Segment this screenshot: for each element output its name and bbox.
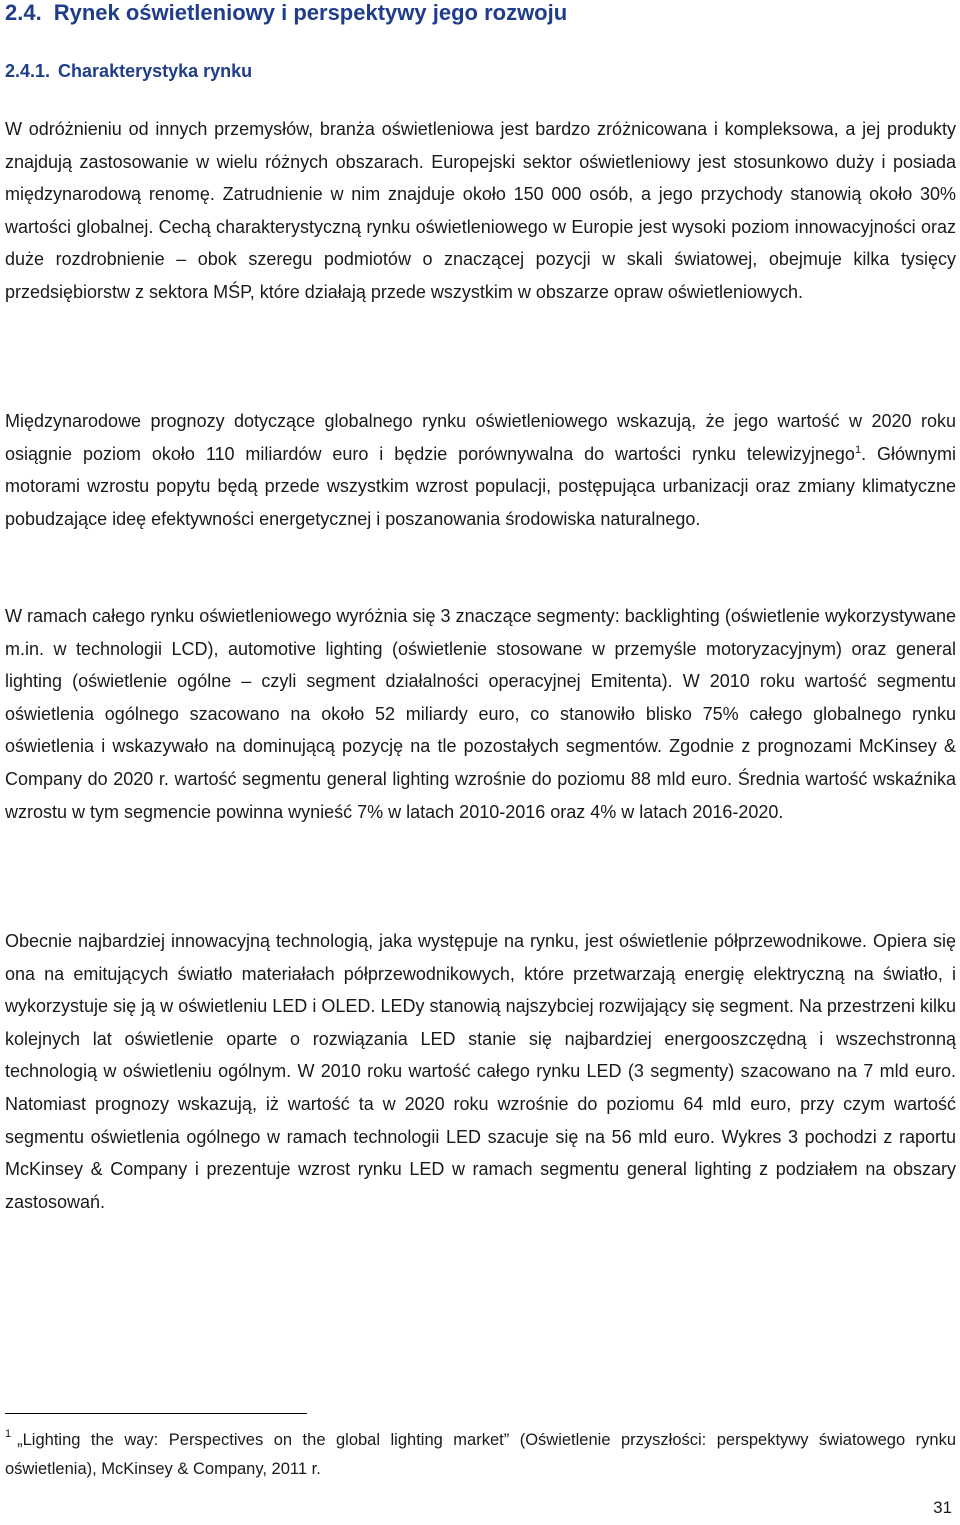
page-number: 31 <box>933 1498 952 1517</box>
section-title: Rynek oświetleniowy i perspektywy jego rozwoju <box>53 0 568 25</box>
paragraph-text: . Głównymi motorami wzrostu popytu będą przede wszystkim wzrost populacji, postępująca urbanizacji oraz zmiany klimatyczne pobudzające ideę efektywności energetycznej i poszanowania środowiska naturalnego. <box>5 443 956 529</box>
document-page <box>5 0 956 1517</box>
subsection-title: Charakterystyka rynku <box>58 61 253 81</box>
paragraph-text: Międzynarodowe prognozy dotyczące globalnego rynku oświetleniowego wskazują, że jego wartość w 2020 roku osiągnie poziom około 110 miliardów euro i będzie porównywalna do wartości rynku telewizyjnego <box>5 411 956 464</box>
section-heading <box>5 0 956 26</box>
subsection-heading <box>5 60 252 82</box>
section-number: 2.4. <box>5 0 42 25</box>
subsection-number: 2.4.1. <box>5 61 51 81</box>
footnote-separator <box>5 1413 307 1414</box>
footnote-reference[interactable]: 1 <box>854 443 862 456</box>
footnote <box>5 1427 956 1483</box>
footnote-text: „Lighting the way: Perspectives on the global lighting market” (Oświetlenie przyszłości: perspektywy światowego rynku oświetlenia), McKinsey & Company, 2011 r. <box>5 1431 956 1478</box>
paragraph-market-overview: W odróżnieniu od innych przemysłów, branża oświetleniowa jest bardzo zróżnicowana i kompleksowa, a jej produkty znajdują zastosowanie w wielu różnych obszarach. Europejski sektor oświetleniowy jest stosunkowo duży i posiada międzynarodową renomę. Zatrudnienie w nim znajduje około 150 000 osób, a jego przychody stanowią około 30% wartości globalnej. Cechą charakterystyczną rynku oświetleniowego w Europie jest wysoki poziom innowacyjności oraz duże rozdrobnienie – obok szeregu podmiotów o znaczącej pozycji w skali światowej, obejmuje kilka tysięcy przedsiębiorstw z sektora MŚP, które działają przede wszystkim w obszarze opraw oświetleniowych. <box>5 119 956 302</box>
paragraph-market-segments: W ramach całego rynku oświetleniowego wyróżnia się 3 znaczące segmenty: backlighting (oświetlenie wykorzystywane m.in. w technologii LCD), automotive lighting (oświetlenie stosowane w przemyśle motoryzacyjnym) oraz general lighting (oświetlenie ogólne – czyli segment działalności operacyjnej Emitenta). W 2010 roku wartość segmentu oświetlenia ogólnego szacowano na około 52 miliardy euro, co stanowiło blisko 75% całego globalnego rynku oświetlenia i wskazywało na dominującą pozycję na tle pozostałych segmentów. Zgodnie z prognozami McKinsey & Company do 2020 r. wartość segmentu general lighting wzrośnie do poziomu 88 mld euro. Średnia wartość wskaźnika wzrostu w tym segmencie powinna wynieść 7% w latach 2010-2016 oraz 4% w latach 2016-2020. <box>5 606 956 822</box>
paragraph-led-technology: Obecnie najbardziej innowacyjną technologią, jaka występuje na rynku, jest oświetlenie półprzewodnikowe. Opiera się ona na emitujących światło materiałach półprzewodnikowych, które przetwarzają energię elektryczną na światło, i wykorzystuje się ją w oświetleniu LED i OLED. LEDy stanowią najszybciej rozwijający się segment. Na przestrzeni kilku kolejnych lat oświetlenie oparte o rozwiązania LED stanie się najbardziej energooszczędną i wszechstronną technologią w oświetleniu ogólnym. W 2010 roku wartość całego rynku LED (3 segmenty) szacowano na 7 mld euro. Natomiast prognozy wskazują, iż wartość ta w 2020 roku wzrośnie do poziomu 64 mld euro, przy czym wartość segmentu oświetlenia ogólnego w ramach technologii LED szacuje się na 56 mld euro. Wykres 3 pochodzi z raportu McKinsey & Company i prezentuje wzrost rynku LED w ramach segmentu general lighting z podziałem na obszary zastosowań. <box>5 931 956 1212</box>
footnote-mark: 1 <box>5 1428 12 1440</box>
paragraph-global-forecast <box>5 405 956 535</box>
